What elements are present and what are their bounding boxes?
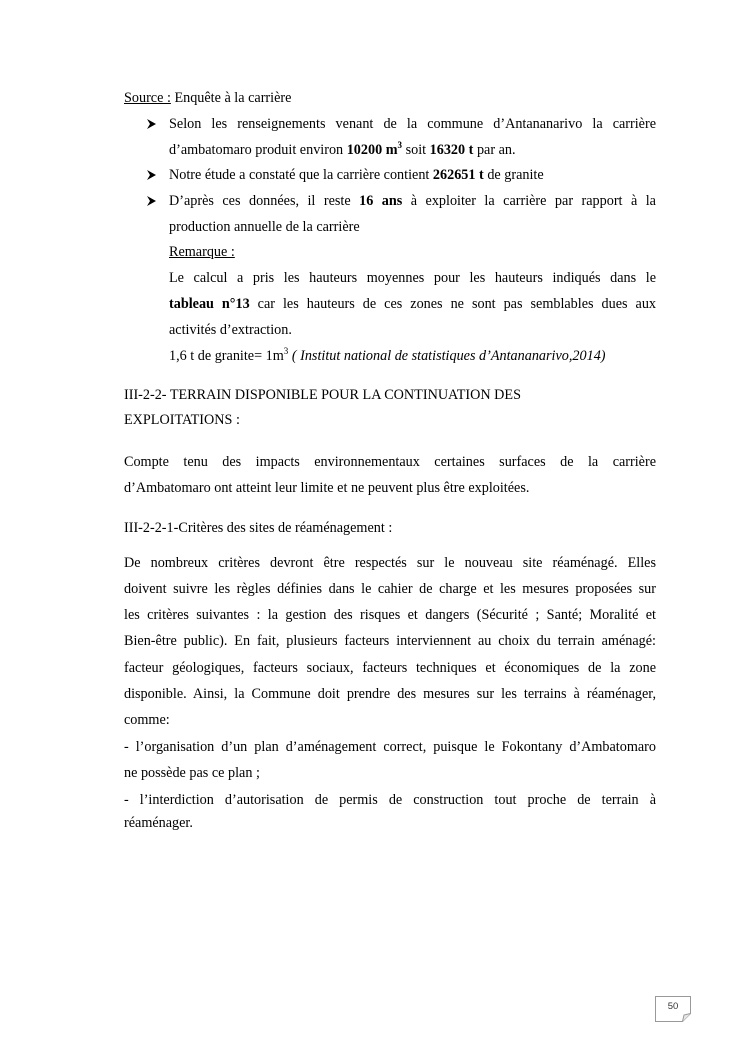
remark-label: Remarque : [169,244,235,260]
para1-line-2: d’Ambatomaro ont atteint leur limite et ne peuvent plus être exploitées. [124,480,530,496]
source-line [124,89,291,107]
bullet-3-text-c: à exploiter la carrière par rapport à la [402,193,656,209]
para2-line-1: De nombreux critères devront être respectés sur le nouveau site réaménagé. Elles [124,555,656,571]
source-label: Source : [124,90,171,106]
bullet-3-years: 16 ans [359,193,403,209]
bullet-3-line-2: production annuelle de la carrière [169,219,360,235]
arrow-bullet-icon [146,115,158,133]
bullet-2-line-1 [169,166,544,184]
arrow-bullet-icon [146,192,158,210]
bullet-3-text-a: D’après ces données, il reste [169,193,360,209]
remark-line-2 [169,295,656,313]
para1-line-1: Compte tenu des impacts environnementaux certaines surfaces de la carrière [124,454,656,470]
bullet-1-volume: 10200 m [346,142,398,158]
remark-table-ref: tableau n°13 [169,296,250,312]
bullet-1-line-2 [169,141,516,159]
remark-line-1: Le calcul a pris les hauteurs moyennes pour les hauteurs indiqués dans le [169,270,656,286]
para2-line-7: comme: [124,712,170,728]
dash-item-1-line-2: ne possède pas ce plan ; [124,765,260,781]
bullet-2-text-c: de granite [483,167,544,183]
bullet-1-text-e: par an. [473,142,516,158]
para2-line-5: facteur géologiques, facteurs sociaux, facteurs techniques et économiques de la zone [124,660,656,676]
remark-line-3: activités d’extraction. [169,322,292,338]
para2-line-4: Bien-être public). En fait, plusieurs facteurs interviennent au choix du terrain aménagé: [124,633,656,649]
bullet-1-text-c: soit [402,142,430,158]
section-heading-line-1: III-2-2- TERRAIN DISPONIBLE POUR LA CONTINUATION DES [124,387,521,403]
remark-citation: ( Institut national de statistiques d’Antananarivo,2014) [288,348,606,364]
para2-line-6: disponible. Ainsi, la Commune doit prendre des mesures sur les terrains à réaménager, [124,686,656,702]
source-text: Enquête à la carrière [170,90,292,106]
bullet-3-line-1 [169,192,656,210]
subheading: III-2-2-1-Critères des sites de réaménagement : [124,520,393,536]
remark-conversion: 1,6 t de granite= 1m [169,348,284,364]
remark-line-4 [169,347,606,365]
bullet-2-text-a: Notre étude a constaté que la carrière contient [169,167,433,183]
bullet-1-line-1: Selon les renseignements venant de la commune d’Antananarivo la carrière [169,116,656,132]
bullet-1-volume-exponent: 3 [397,140,403,150]
bullet-1-tonnage: 16320 t [429,142,474,158]
remark-text-b: car les hauteurs de ces zones ne sont pas semblables dues aux [249,296,657,312]
dash-item-1-line-1: - l’organisation d’un plan d’aménagement correct, puisque le Fokontany d’Ambatomaro [124,739,656,755]
page-number-box [655,996,691,1022]
dash-item-2-line-1: - l’interdiction d’autorisation de permis de construction tout proche de terrain à [124,792,656,808]
section-heading-line-2: EXPLOITATIONS : [124,412,240,428]
arrow-bullet-icon [146,166,158,184]
dash-item-2-line-2: réaménager. [124,815,193,831]
bullet-1-text-a: d’ambatomaro produit environ [169,142,347,158]
bullet-2-tonnage: 262651 t [432,167,484,183]
page-number: 50 [667,1001,679,1012]
para2-line-2: doivent suivre les règles définies dans le cahier de charge et les mesures proposées sur [124,581,656,597]
remark-exponent: 3 [283,346,289,356]
para2-line-3: les critères suivantes : la gestion des risques et dangers (Sécurité ; Santé; Moralité et [124,607,656,623]
